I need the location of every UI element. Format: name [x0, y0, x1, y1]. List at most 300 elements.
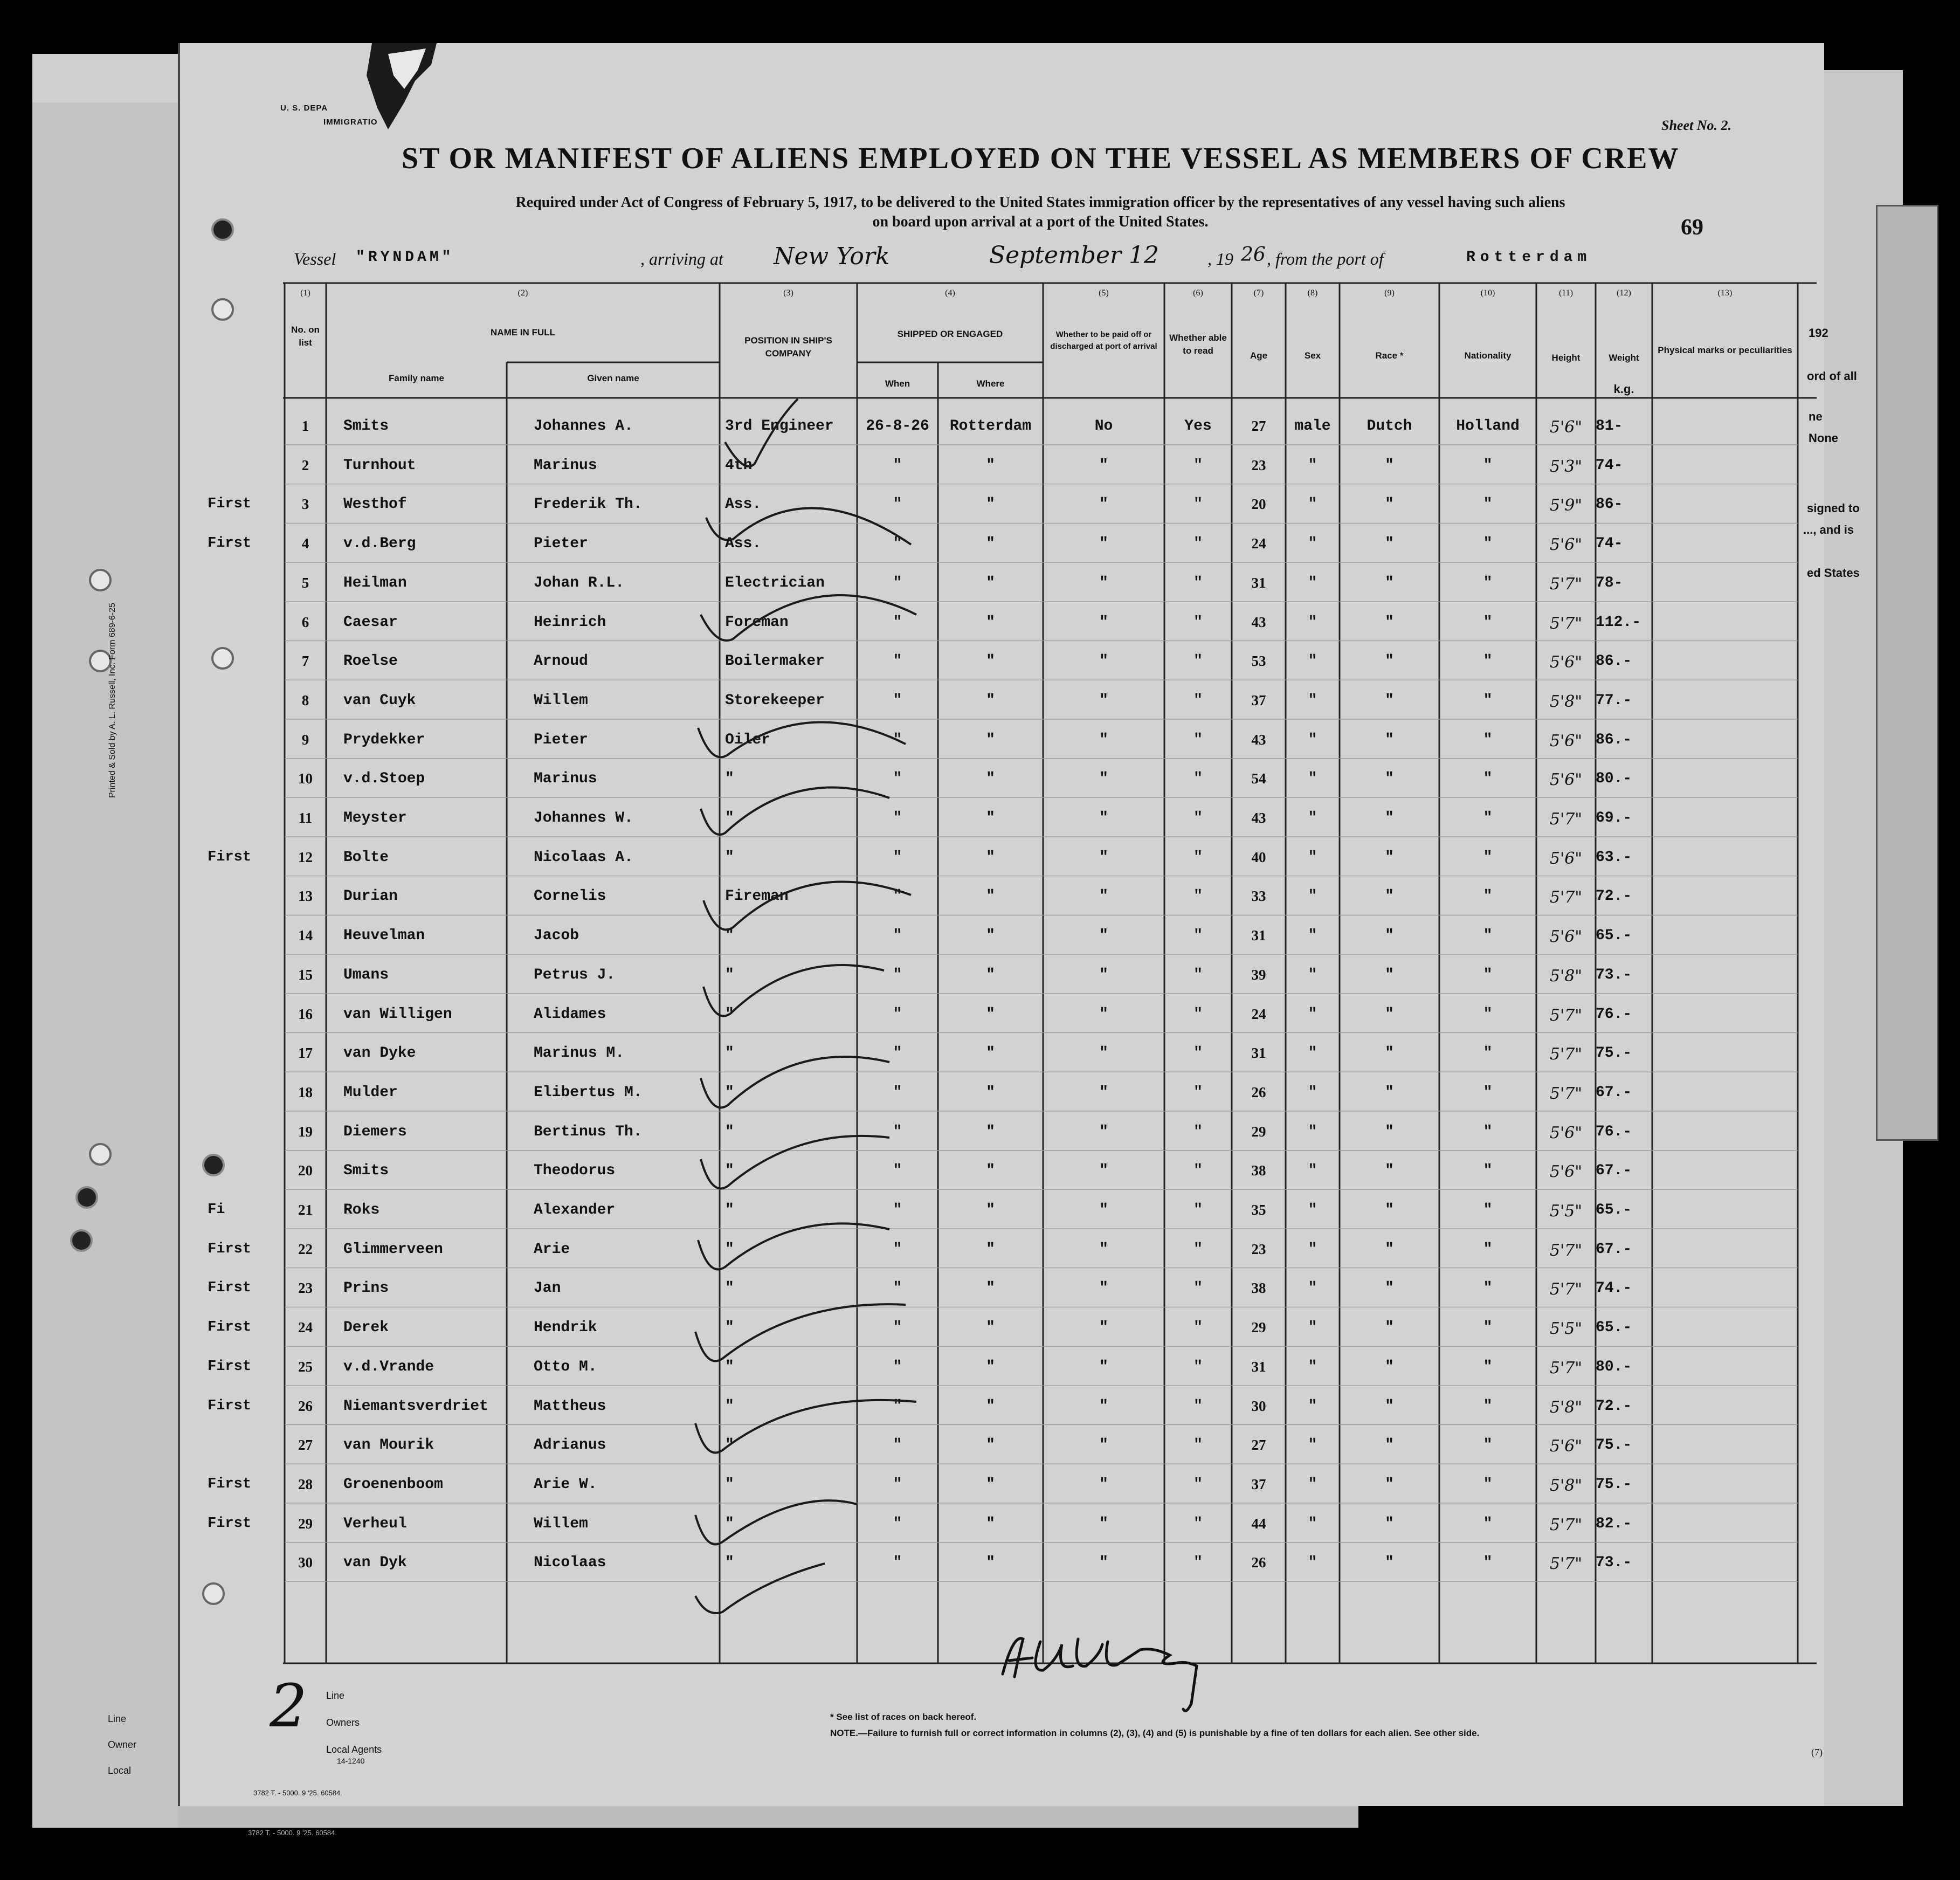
from-port-label: , from the port of — [1267, 249, 1384, 268]
check-mark — [695, 1500, 857, 1544]
handwritten-number: 2 — [270, 1671, 307, 1740]
cell-where: " — [986, 1045, 995, 1062]
vessel-name: "RYNDAM" — [356, 249, 454, 266]
cell-when: 26-8-26 — [866, 418, 929, 435]
cell-family: van Mourik — [343, 1437, 434, 1454]
cell-when: " — [893, 692, 902, 709]
cell-nat: " — [1483, 1202, 1493, 1218]
cell-weight: 65.- — [1596, 1319, 1632, 1337]
cell-race: " — [1385, 1476, 1394, 1493]
cell-age: 30 — [1251, 1397, 1266, 1414]
cell-no: 4 — [301, 535, 309, 552]
cell-read: " — [1193, 1045, 1203, 1062]
cell-read: Yes — [1184, 418, 1212, 435]
cell-read: " — [1193, 457, 1203, 474]
cell-read: " — [1193, 496, 1203, 513]
cell-no: 13 — [298, 888, 313, 905]
cell-where: " — [986, 1476, 995, 1493]
cell-family: Groenenboom — [343, 1476, 443, 1493]
cell-no: 14 — [298, 927, 313, 944]
cell-mark: First — [208, 1280, 252, 1297]
cell-sex: " — [1308, 1554, 1317, 1572]
cell-read: " — [1193, 1437, 1203, 1454]
cell-height: 5'7" — [1549, 1045, 1583, 1064]
cell-no: 2 — [301, 457, 309, 473]
subtitle-line-2: on board upon arrival at a port of the United States. — [872, 214, 1209, 230]
cell-when: " — [893, 457, 902, 474]
cell-position: " — [725, 1241, 734, 1258]
cell-race: " — [1385, 1397, 1394, 1415]
cell-nat: " — [1483, 1515, 1493, 1532]
cell-age: 31 — [1251, 1045, 1266, 1062]
cell-nat: " — [1483, 1476, 1493, 1493]
cell-nat: " — [1483, 810, 1493, 827]
cell-given: Arnoud — [534, 653, 588, 670]
cell-paid: " — [1099, 1006, 1108, 1023]
cell-where: " — [986, 966, 995, 983]
cell-mark: First — [208, 1476, 252, 1492]
cell-weight: 75.- — [1596, 1476, 1632, 1493]
cell-position: " — [725, 966, 734, 983]
cell-no: 9 — [301, 731, 309, 748]
cell-paid: " — [1099, 1476, 1108, 1493]
cell-paid: " — [1099, 927, 1108, 945]
cell-height: 5'7" — [1549, 1358, 1583, 1378]
cell-sex: " — [1308, 574, 1317, 591]
cell-read: " — [1193, 1162, 1203, 1180]
cell-weight: 65.- — [1596, 927, 1632, 945]
document-title: ST OR MANIFEST OF ALIENS EMPLOYED ON THE VESSEL AS MEMBERS OF CREW — [402, 142, 1680, 175]
cell-paid: " — [1099, 496, 1108, 513]
cell-when: " — [893, 1202, 902, 1218]
department-label: U. S. DEPA — [280, 104, 328, 113]
cell-no: 10 — [298, 770, 313, 787]
cell-race: " — [1385, 770, 1394, 788]
cell-no: 5 — [301, 574, 309, 591]
cell-position: " — [725, 1397, 734, 1415]
cell-age: 24 — [1251, 535, 1266, 552]
cell-sex: " — [1308, 927, 1317, 945]
cell-nat: " — [1483, 966, 1493, 983]
cell-height: 5'6" — [1549, 770, 1583, 790]
cell-age: 43 — [1251, 810, 1266, 826]
cell-sex: " — [1308, 1397, 1317, 1415]
cell-mark: First — [208, 1397, 252, 1414]
cell-height: 5'6" — [1549, 731, 1583, 750]
cell-age: 23 — [1251, 1241, 1266, 1257]
cell-position: " — [725, 849, 734, 866]
cell-where: " — [986, 1280, 995, 1297]
cell-age: 26 — [1251, 1084, 1266, 1100]
cell-given: Heinrich — [534, 614, 606, 631]
cell-family: Derek — [343, 1319, 389, 1337]
cell-where: " — [986, 574, 995, 591]
cell-when: " — [893, 1437, 902, 1454]
cell-no: 28 — [298, 1476, 313, 1492]
col-num-9: (9) — [1384, 288, 1395, 298]
cell-race: " — [1385, 927, 1394, 945]
footer-line-label: Line — [326, 1690, 345, 1701]
cell-given: Alexander — [534, 1202, 616, 1218]
cell-age: 35 — [1251, 1202, 1266, 1218]
cell-no: 29 — [298, 1515, 313, 1532]
cell-paid: " — [1099, 614, 1108, 631]
cell-read: " — [1193, 966, 1203, 983]
cell-height: 5'7" — [1549, 888, 1583, 907]
cell-position: " — [725, 1123, 734, 1140]
cell-age: 29 — [1251, 1123, 1266, 1140]
cell-read: " — [1193, 1084, 1203, 1101]
check-mark — [703, 882, 911, 930]
cell-family: van Dyk — [343, 1554, 407, 1572]
cell-weight: 82.- — [1596, 1515, 1632, 1532]
cell-race: " — [1385, 888, 1394, 905]
cell-position: Ass. — [725, 496, 762, 513]
cell-when: " — [893, 849, 902, 866]
cell-position: " — [725, 1319, 734, 1337]
right-frag-text: ord of all — [1807, 369, 1857, 383]
cell-read: " — [1193, 1202, 1203, 1218]
cell-race: " — [1385, 692, 1394, 709]
cell-weight: 73.- — [1596, 966, 1632, 983]
cell-mark: First — [208, 535, 252, 552]
cell-race: " — [1385, 849, 1394, 866]
cell-no: 17 — [298, 1045, 313, 1062]
cell-no: 23 — [298, 1280, 313, 1297]
col-num-10: (10) — [1480, 288, 1495, 298]
header-where: Where — [976, 378, 1005, 389]
cell-given: Alidames — [534, 1006, 606, 1023]
cell-nat: " — [1483, 849, 1493, 866]
cell-race: Dutch — [1367, 418, 1412, 435]
cell-when: " — [893, 614, 902, 631]
col-num-1: (1) — [300, 288, 310, 298]
cell-no: 1 — [301, 418, 309, 434]
cell-when: " — [893, 1319, 902, 1337]
cell-read: " — [1193, 1397, 1203, 1415]
header-name-in-full: NAME IN FULL — [491, 327, 555, 338]
cell-given: Johannes A. — [534, 418, 633, 435]
cell-weight: 67.- — [1596, 1084, 1632, 1101]
cell-height: 5'7" — [1549, 1241, 1583, 1260]
cell-weight: 74.- — [1596, 1280, 1632, 1297]
cell-age: 27 — [1251, 1437, 1266, 1454]
cell-family: Diemers — [343, 1123, 407, 1140]
cell-when: " — [893, 1006, 902, 1023]
cell-height: 5'6" — [1549, 927, 1583, 947]
cell-where: " — [986, 1515, 995, 1532]
cell-age: 29 — [1251, 1319, 1266, 1336]
cell-read: " — [1193, 731, 1203, 748]
cell-read: " — [1193, 888, 1203, 905]
header-age: Age — [1250, 350, 1268, 361]
cell-no: 26 — [298, 1397, 313, 1414]
cell-given: Elibertus M. — [534, 1084, 643, 1101]
cell-no: 19 — [298, 1123, 313, 1140]
cell-race: " — [1385, 614, 1394, 631]
cell-paid: " — [1099, 1319, 1108, 1337]
cell-height: 5'7" — [1549, 614, 1583, 633]
cell-paid: " — [1099, 1515, 1108, 1532]
cell-no: 15 — [298, 966, 313, 983]
cell-family: Glimmerveen — [343, 1241, 443, 1258]
year-value: 26 — [1241, 244, 1266, 266]
cell-sex: " — [1308, 692, 1317, 709]
header-no-on-list: No. on list — [291, 325, 320, 348]
col-num-12: (12) — [1617, 288, 1631, 298]
footnote-penalty: NOTE.—Failure to furnish full or correct information in columns (2), (3), (4) and (5) is punishable by a fine of ten dollars for each alien. See other side. — [830, 1728, 1480, 1738]
cell-where: " — [986, 457, 995, 474]
cell-height: 5'7" — [1549, 574, 1583, 594]
cell-position: " — [725, 810, 734, 827]
cell-nat: " — [1483, 927, 1493, 945]
cell-family: Caesar — [343, 614, 398, 631]
cell-read: " — [1193, 692, 1203, 709]
cell-position: " — [725, 927, 734, 945]
cell-when: " — [893, 535, 902, 553]
cell-given: Marinus M. — [534, 1045, 625, 1062]
cell-family: Turnhout — [343, 457, 416, 474]
cell-paid: " — [1099, 731, 1108, 748]
col-num-6: (6) — [1193, 288, 1203, 298]
cell-given: Nicolaas A. — [534, 849, 633, 866]
cell-given: Pieter — [534, 535, 588, 553]
cell-position: " — [725, 1006, 734, 1023]
cell-paid: " — [1099, 1084, 1108, 1101]
cell-age: 40 — [1251, 849, 1266, 865]
cell-no: 7 — [301, 653, 309, 670]
cell-age: 23 — [1251, 457, 1266, 473]
cell-mark: Fi — [208, 1202, 225, 1218]
cell-no: 8 — [301, 692, 309, 708]
cell-family: van Dyke — [343, 1045, 416, 1062]
cell-age: 38 — [1251, 1162, 1266, 1179]
cell-position: Foreman — [725, 614, 789, 631]
cell-sex: " — [1308, 810, 1317, 827]
cell-position: " — [725, 1084, 734, 1101]
cell-paid: " — [1099, 1358, 1108, 1375]
header-when: When — [885, 378, 910, 389]
header-sex: Sex — [1304, 350, 1321, 361]
cell-paid: " — [1099, 810, 1108, 827]
cell-where: " — [986, 1397, 995, 1415]
back-local-label: Local — [108, 1765, 132, 1776]
cell-age: 31 — [1251, 927, 1266, 944]
cell-nat: " — [1483, 1554, 1493, 1572]
cell-sex: " — [1308, 1123, 1317, 1140]
cell-given: Marinus — [534, 770, 597, 788]
cell-height: 5'8" — [1549, 1476, 1583, 1495]
cell-family: Meyster — [343, 810, 407, 827]
cell-race: " — [1385, 1319, 1394, 1337]
cell-family: van Willigen — [343, 1006, 452, 1023]
cell-family: v.d.Stoep — [343, 770, 425, 788]
right-frag-text: ..., and is — [1803, 523, 1854, 536]
cell-where: " — [986, 1319, 995, 1337]
cell-height: 5'6" — [1549, 1162, 1583, 1182]
cell-paid: " — [1099, 574, 1108, 591]
cell-age: 43 — [1251, 614, 1266, 630]
cell-family: Verheul — [343, 1515, 407, 1532]
cell-given: Adrianus — [534, 1437, 606, 1454]
cell-paid: " — [1099, 457, 1108, 474]
cell-position: " — [725, 1476, 734, 1493]
cell-given: Willem — [534, 692, 588, 709]
cell-sex: " — [1308, 1045, 1317, 1062]
cell-where: " — [986, 1241, 995, 1258]
cell-family: Umans — [343, 966, 389, 983]
cell-paid: " — [1099, 535, 1108, 553]
cell-where: " — [986, 1437, 995, 1454]
cell-given: Cornelis — [534, 888, 606, 905]
cell-given: Mattheus — [534, 1397, 606, 1415]
cell-paid: " — [1099, 1437, 1108, 1454]
cell-position: " — [725, 770, 734, 788]
cell-when: " — [893, 770, 902, 788]
header-family-name: Family name — [389, 373, 444, 383]
cell-weight: 80.- — [1596, 1358, 1632, 1375]
cell-read: " — [1193, 614, 1203, 631]
cell-weight: 75.- — [1596, 1437, 1632, 1454]
cell-read: " — [1193, 1515, 1203, 1532]
cell-nat: " — [1483, 1084, 1493, 1101]
cell-race: " — [1385, 1280, 1394, 1297]
check-mark — [701, 1136, 889, 1189]
cell-weight: 86.- — [1596, 653, 1632, 670]
cell-given: Willem — [534, 1515, 588, 1532]
footnote-races: * See list of races on back hereof. — [830, 1712, 977, 1722]
cell-read: " — [1193, 653, 1203, 670]
cell-paid: " — [1099, 653, 1108, 670]
check-mark — [701, 595, 916, 641]
cell-race: " — [1385, 1162, 1394, 1180]
cell-where: " — [986, 1554, 995, 1572]
cell-height: 5'8" — [1549, 966, 1583, 986]
cell-age: 33 — [1251, 888, 1266, 905]
cell-sex: " — [1308, 1319, 1317, 1337]
cell-no: 30 — [298, 1554, 313, 1571]
cell-nat: " — [1483, 535, 1493, 553]
cell-where: " — [986, 927, 995, 945]
cell-paid: " — [1099, 1397, 1108, 1415]
cell-nat: " — [1483, 1280, 1493, 1297]
cell-age: 24 — [1251, 1006, 1266, 1022]
cell-position: " — [725, 1045, 734, 1062]
cell-race: " — [1385, 1045, 1394, 1062]
cell-position: Ass. — [725, 535, 762, 553]
cell-mark: First — [208, 496, 252, 513]
cell-no: 20 — [298, 1162, 313, 1179]
cell-race: " — [1385, 1437, 1394, 1454]
immigration-label: IMMIGRATIO — [323, 118, 378, 127]
cell-height: 5'5" — [1549, 1202, 1583, 1221]
cell-race: " — [1385, 966, 1394, 983]
print-code: 3782 T. - 5000. 9 '25. 60584. — [253, 1789, 342, 1797]
arriving-label: , arriving at — [640, 249, 723, 268]
cell-given: Arie W. — [534, 1476, 597, 1493]
cell-mark: First — [208, 1319, 252, 1336]
cell-when: " — [893, 1476, 902, 1493]
cell-height: 5'9" — [1549, 496, 1583, 515]
cell-nat: " — [1483, 1162, 1493, 1180]
cell-height: 5'7" — [1549, 1515, 1583, 1534]
cell-read: " — [1193, 849, 1203, 866]
cell-family: Westhof — [343, 496, 407, 513]
cell-family: Niemantsverdriet — [343, 1397, 488, 1415]
header-weight-unit: k.g. — [1613, 382, 1634, 396]
cell-no: 12 — [298, 849, 313, 865]
col-num-5: (5) — [1099, 288, 1109, 298]
cell-when: " — [893, 927, 902, 945]
cell-weight: 72.- — [1596, 888, 1632, 905]
header-able-to-read: Whether able to read — [1169, 333, 1227, 356]
cell-where: " — [986, 770, 995, 788]
cell-where: " — [986, 614, 995, 631]
cell-nat: " — [1483, 1045, 1493, 1062]
cell-weight: 80.- — [1596, 770, 1632, 788]
check-mark — [695, 1304, 906, 1361]
cell-nat: " — [1483, 1397, 1493, 1415]
cell-nat: " — [1483, 1319, 1493, 1337]
cell-weight: 67.- — [1596, 1162, 1632, 1180]
cell-paid: " — [1099, 1554, 1108, 1572]
header-height: Height — [1551, 353, 1581, 363]
col-num-13: (13) — [1717, 288, 1733, 298]
cell-race: " — [1385, 731, 1394, 748]
cell-no: 27 — [298, 1437, 313, 1454]
cell-race: " — [1385, 1084, 1394, 1101]
cell-when: " — [893, 1358, 902, 1375]
cell-family: Heuvelman — [343, 927, 425, 945]
cell-read: " — [1193, 535, 1203, 553]
cell-nat: " — [1483, 614, 1493, 631]
header-physical-marks: Physical marks or peculiarities — [1658, 345, 1792, 355]
cell-nat: " — [1483, 731, 1493, 748]
cell-height: 5'7" — [1549, 810, 1583, 829]
cell-no: 21 — [298, 1202, 313, 1218]
cell-race: " — [1385, 1006, 1394, 1023]
cell-age: 20 — [1251, 496, 1266, 513]
cell-sex: " — [1308, 457, 1317, 474]
cell-when: " — [893, 496, 902, 513]
cell-nat: " — [1483, 888, 1493, 905]
cell-nat: " — [1483, 1123, 1493, 1140]
cell-height: 5'6" — [1549, 535, 1583, 555]
subtitle-line-1: Required under Act of Congress of February 5, 1917, to be delivered to the United States immigration officer by the representatives of any vessel having such aliens — [515, 194, 1565, 211]
sheet-number: Sheet No. 2. — [1661, 118, 1731, 133]
cell-nat: " — [1483, 1006, 1493, 1023]
header-race: Race * — [1375, 350, 1404, 361]
cell-no: 3 — [301, 496, 309, 513]
cell-where: " — [986, 888, 995, 905]
cell-sex: " — [1308, 1476, 1317, 1493]
cell-age: 37 — [1251, 1476, 1266, 1492]
right-frag-text: None — [1809, 431, 1838, 445]
header-given-name: Given name — [587, 373, 639, 383]
cell-sex: " — [1308, 966, 1317, 983]
cell-given: Johan R.L. — [534, 574, 625, 591]
cell-when: " — [893, 731, 902, 748]
cell-when: " — [893, 1397, 902, 1415]
cell-weight: 65.- — [1596, 1202, 1632, 1218]
cell-weight: 76.- — [1596, 1123, 1632, 1140]
cell-family: Smits — [343, 418, 389, 435]
cell-race: " — [1385, 1241, 1394, 1258]
cell-sex: " — [1308, 1437, 1317, 1454]
cell-given: Frederik Th. — [534, 496, 643, 513]
cell-family: Mulder — [343, 1084, 398, 1101]
right-frag-col: (7) — [1811, 1747, 1823, 1758]
